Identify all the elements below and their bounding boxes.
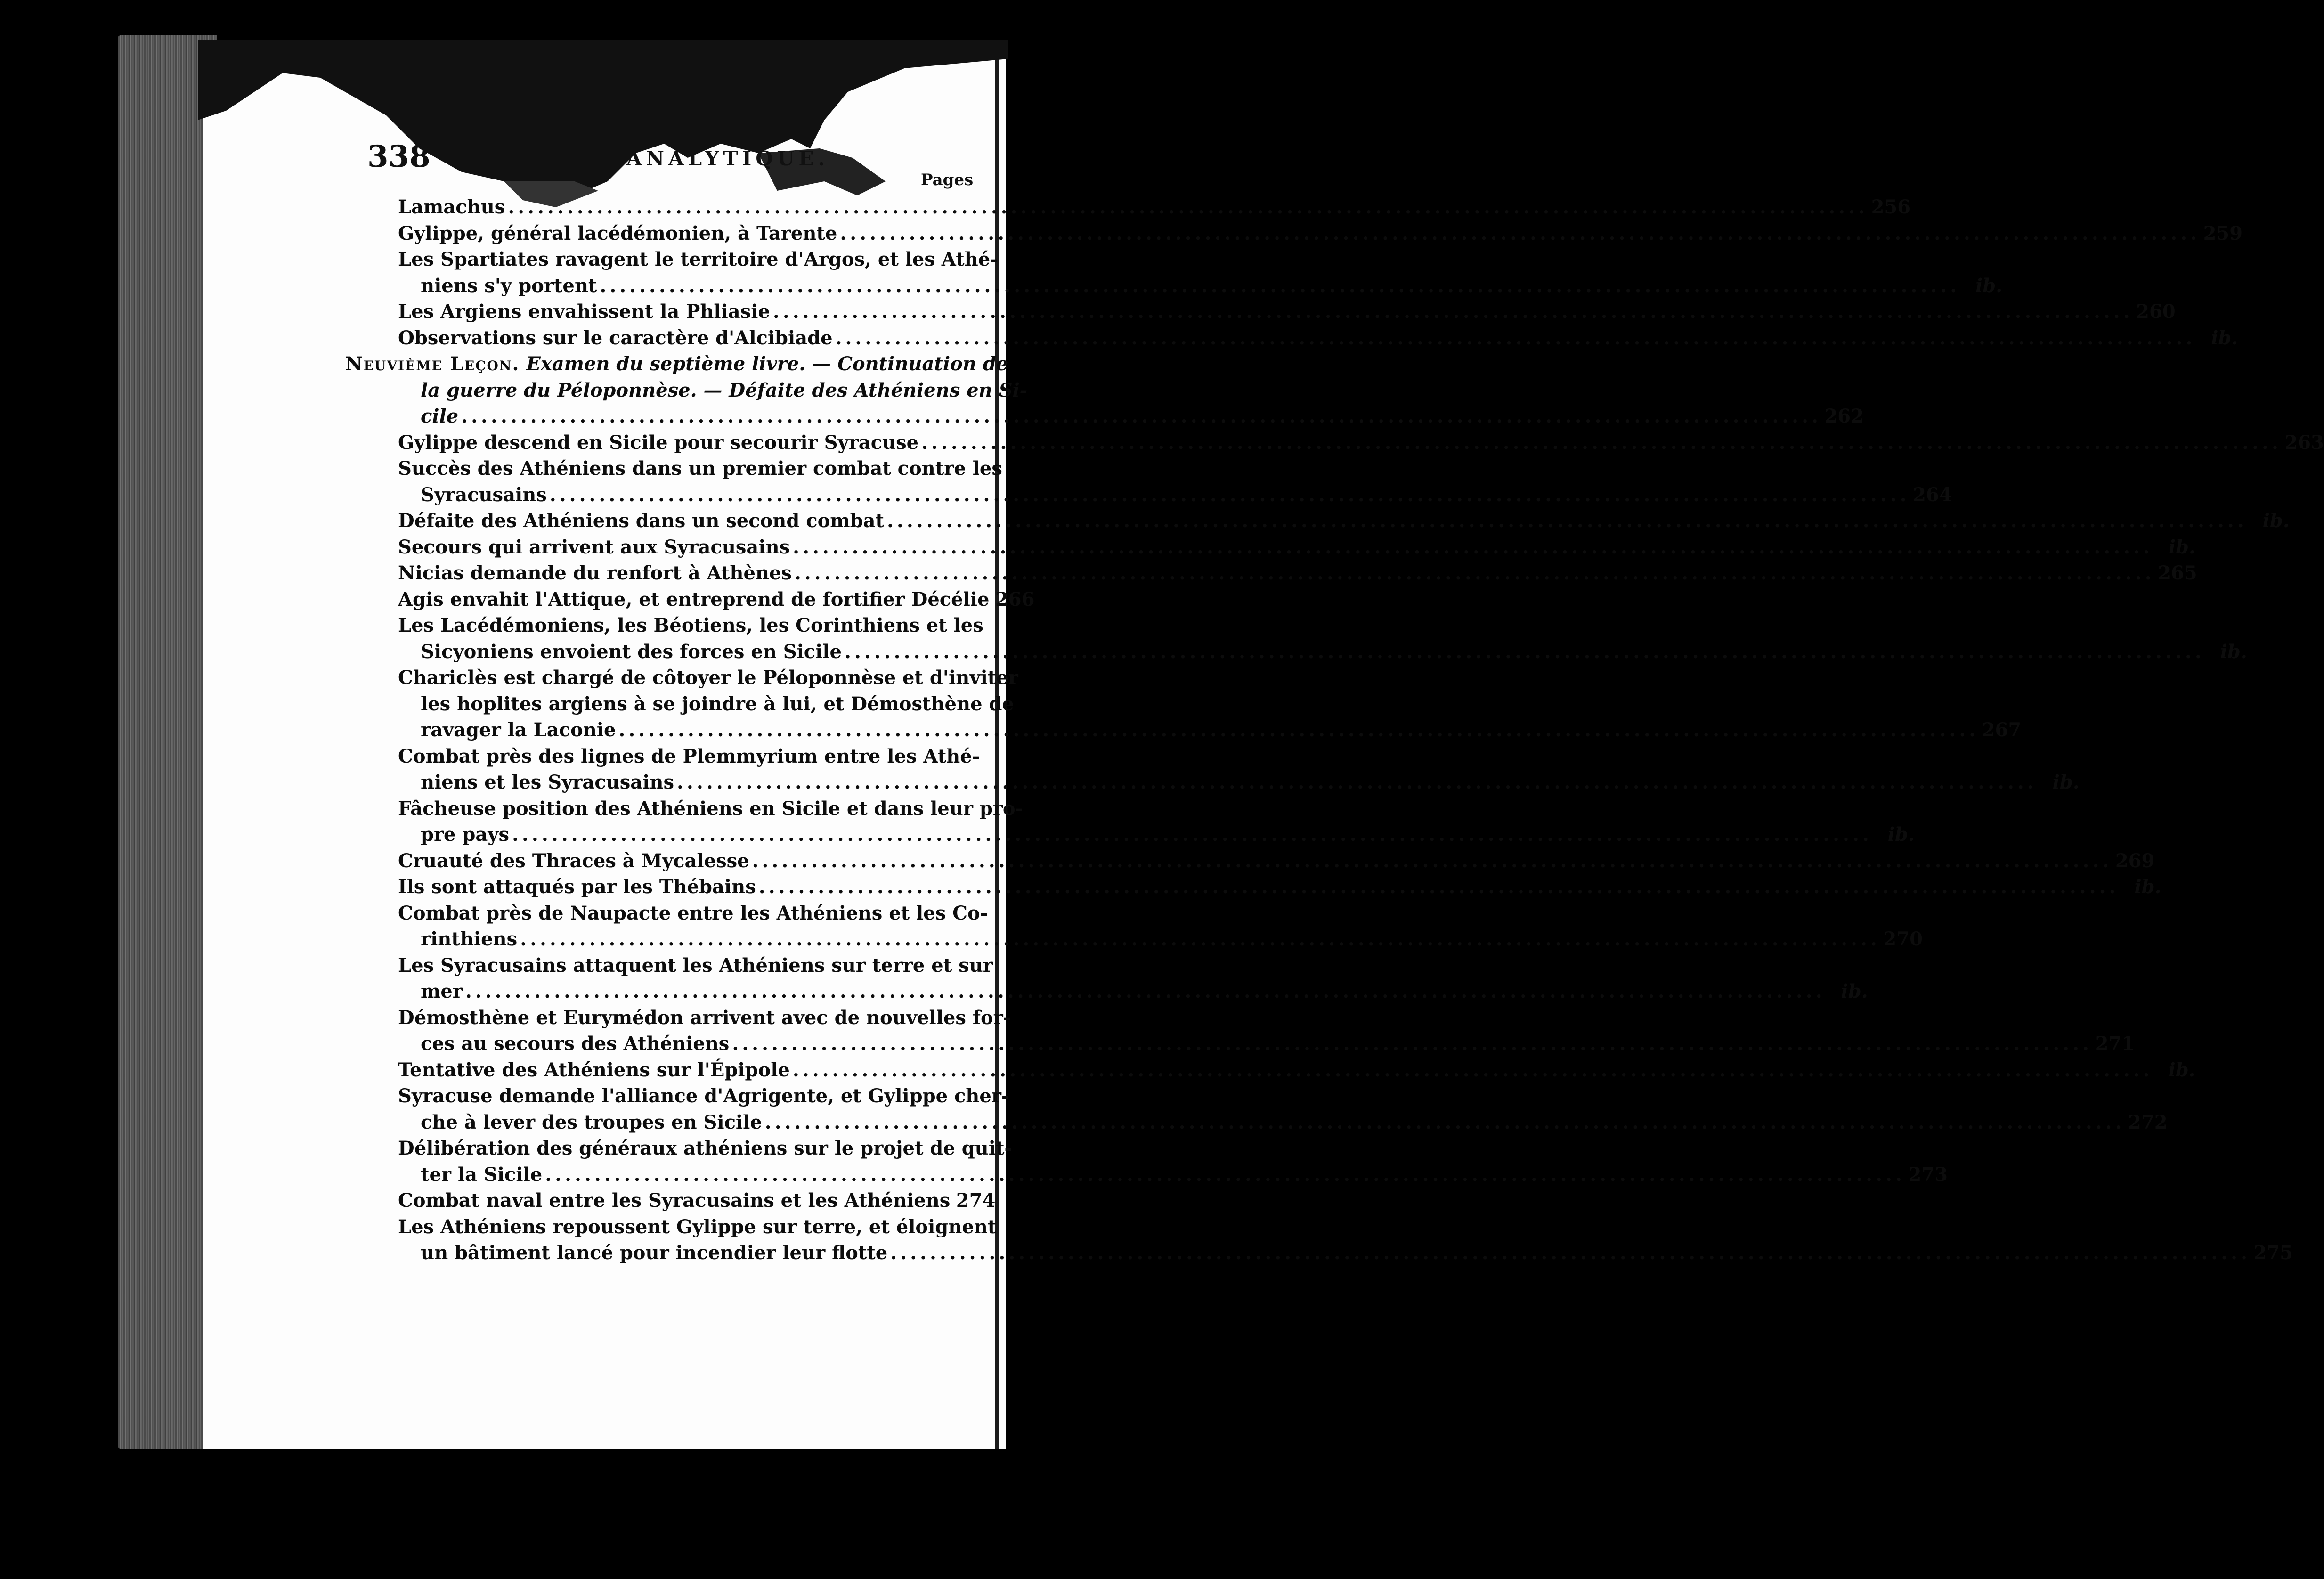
dot-leader [921, 430, 2282, 456]
toc-page-number: 269 [2115, 849, 2155, 872]
toc-entry-line [398, 1162, 1948, 1188]
toc-entry-text: Les Athéniens repoussent Gylippe sur terre, et éloignent [398, 1215, 997, 1238]
toc-entry-text: Démosthène et Eurymédon arrivent avec de nouvelles for- [398, 1006, 1011, 1029]
toc-entry-text: Fâcheuse position des Athéniens en Sicile et dans leur pro- [398, 797, 1024, 820]
toc-entry-line [398, 1031, 2135, 1057]
toc-entry-line [398, 220, 2243, 247]
dot-leader [793, 1057, 2153, 1083]
toc-entry-text: Observations sur le caractère d'Alcibiade [398, 326, 833, 349]
toc-entry-text: Agis envahit l'Attique, et entreprend de fortifier Décélie [398, 588, 990, 610]
toc-entry [398, 456, 1952, 508]
toc-page-number: ib. [1841, 980, 1868, 1002]
toc-entry-line [398, 403, 1864, 430]
book-page-edge [118, 35, 217, 1449]
toc-page-number: 263 [2284, 431, 2324, 454]
dot-leader [465, 978, 1826, 1005]
toc-entry-text: Cruauté des Thraces à Mycalesse [398, 849, 749, 872]
toc-entry-line [398, 482, 1952, 508]
toc-entry [398, 246, 2003, 299]
toc-entry-text: niens s'y portent [421, 274, 597, 297]
toc-page-number: 260 [2136, 301, 2176, 323]
toc-entry-line [398, 822, 1915, 848]
toc-entry-text: Succès des Athéniens dans un premier combat contre les [398, 457, 1002, 480]
toc-entry-text: mer [421, 980, 463, 1002]
toc-entry [398, 1057, 2195, 1083]
dot-leader [512, 822, 1872, 848]
toc-entry-line [398, 246, 998, 273]
toc-entry-line [398, 639, 2247, 665]
toc-entry-text: Secours qui arrivent aux Syracusains [398, 536, 790, 558]
toc-entry [398, 194, 1911, 220]
dot-leader [732, 1031, 2092, 1057]
toc-entry-line [398, 1057, 2195, 1083]
toc-entry-line [398, 377, 1028, 404]
dot-leader [520, 926, 1880, 952]
toc-entry-text: Les Syracusains attaquent les Athéniens sur terre et sur [398, 954, 993, 977]
toc-page-number: 259 [2203, 222, 2243, 244]
toc-entry-text: Combat naval entre les Syracusains et les Athéniens [398, 1189, 951, 1212]
dot-leader [793, 534, 2153, 561]
toc-entry-text: rinthiens [421, 928, 518, 950]
toc-entry [398, 325, 2238, 351]
toc-entry [398, 586, 1035, 613]
toc-entry-line [398, 194, 1911, 220]
toc-page-number: 264 [1913, 483, 1952, 506]
toc-entry-text: Les Spartiates ravagent le territoire d'Argos, et les Athé- [398, 248, 998, 270]
toc-entry-line [398, 848, 2155, 874]
toc-entry-line [398, 586, 1035, 613]
toc-entry [398, 952, 1868, 1005]
toc-entry-line [398, 900, 988, 927]
dot-leader [795, 560, 2155, 586]
pages-column-label: Pages [921, 171, 974, 189]
dot-leader [840, 220, 2200, 247]
toc-entry-text: Nicias demande du renfort à Athènes [398, 562, 792, 584]
toc-page-number: 271 [2095, 1033, 2135, 1055]
toc-entry-text: Gylippe, général lacédémonien, à Tarente [398, 222, 837, 244]
toc-page-number: 275 [2253, 1242, 2293, 1264]
toc-entry-text: niens et les Syracusains [421, 771, 674, 793]
dot-leader [836, 325, 2196, 351]
toc-page-number: 256 [1871, 196, 1911, 218]
toc-entry [398, 743, 2080, 796]
toc-entry-line [398, 717, 2022, 743]
toc-entry-text: Syracusains [421, 483, 547, 506]
dot-leader [845, 639, 2205, 665]
toc-page-number: 274 [956, 1189, 996, 1212]
toc-entry [398, 796, 1915, 848]
toc-entry [398, 1083, 2168, 1135]
toc-entry-text: la guerre du Péloponnèse. — Défaite des Athéniens en Si- [421, 379, 1028, 401]
toc-entry [398, 299, 2176, 325]
toc-entry-line [398, 1005, 1011, 1031]
toc-page-number: ib. [2262, 510, 2290, 532]
toc-page-number: 265 [2158, 562, 2197, 584]
dot-leader [890, 1240, 2251, 1266]
toc-page-number: ib. [2211, 326, 2238, 349]
toc-page-number: ib. [2134, 876, 2161, 898]
burn-damage [198, 40, 1008, 210]
toc-entry-text: pre pays [421, 823, 510, 846]
toc-entry [398, 1214, 2293, 1266]
toc-entry [398, 848, 2155, 874]
toc-section-heading [345, 351, 1864, 430]
dot-leader [600, 273, 1960, 299]
toc-entry-text: Syracuse demande l'alliance d'Agrigente, et Gylippe cher- [398, 1085, 1009, 1107]
toc-page-number: 272 [2128, 1111, 2168, 1133]
toc-entry-line [398, 508, 2290, 534]
toc-entry-text: Combat près des lignes de Plemmyrium entre les Athé- [398, 745, 980, 767]
toc-entry-line [398, 769, 2080, 796]
toc-page-number: 267 [1982, 719, 2022, 741]
dot-leader [765, 1109, 2125, 1136]
toc-entry-line [398, 665, 1018, 691]
dot-leader [759, 874, 2119, 900]
toc-entry-text: Les Argiens envahissent la Phliasie [398, 301, 770, 323]
toc-entry-text: Les Lacédémoniens, les Béotiens, les Corinthiens et les [398, 614, 983, 636]
toc-page-number: ib. [1887, 823, 1915, 846]
toc-page-number: 270 [1883, 928, 1923, 950]
section-title-line: Examen du septième livre. — Continuation de [526, 353, 1008, 375]
toc-entry-text: cile [421, 405, 459, 427]
dot-leader [618, 717, 1979, 743]
toc-entry-text: Chariclès est chargé de côtoyer le Péloponnèse et d'inviter [398, 667, 1018, 689]
toc-page-number: ib. [2052, 771, 2080, 793]
toc-entry [398, 1005, 2135, 1057]
toc-page-number: ib. [2168, 1058, 2195, 1081]
toc-entry-text: Défaite des Athéniens dans un second combat [398, 510, 884, 532]
toc-entry-text: Combat près de Naupacte entre les Athéniens et les Co- [398, 902, 988, 924]
dot-leader [677, 769, 2037, 796]
toc-entry-text: Tentative des Athéniens sur l'Épipole [398, 1058, 790, 1081]
toc-entry-text: Ils sont attaqués par les Thébains [398, 876, 756, 898]
toc-entry-line [398, 430, 2324, 456]
table-of-contents [345, 194, 2324, 1266]
toc-page-number: ib. [2220, 640, 2247, 663]
toc-entry-text: Lamachus [398, 196, 505, 218]
dot-leader [550, 482, 1910, 508]
toc-page-number: ib. [1975, 274, 2003, 297]
toc-entry-text: ravager la Laconie [421, 719, 616, 741]
toc-entry-text: Gylippe descend en Sicile pour secourir Syracuse [398, 431, 919, 454]
toc-entry [398, 612, 2247, 665]
toc-entry [398, 430, 2324, 456]
toc-entry [398, 220, 2243, 247]
toc-entry-line [398, 612, 983, 639]
toc-entry [398, 534, 2195, 561]
toc-entry-line [398, 325, 2238, 351]
toc-entry-line [398, 952, 993, 979]
toc-entry [398, 900, 1923, 952]
toc-entry-line [398, 874, 2161, 900]
toc-entry-text: ces au secours des Athéniens [421, 1033, 730, 1055]
running-title: ANALYTIQUE. [626, 147, 829, 170]
toc-entry-text: ter la Sicile [421, 1163, 543, 1186]
toc-page-number: 266 [995, 588, 1035, 610]
toc-entry-line [398, 1135, 1013, 1162]
dot-leader [508, 194, 1868, 220]
section-lead: Neuvième Leçon. [345, 353, 520, 375]
toc-entry-line [398, 978, 1868, 1005]
toc-entry [398, 1188, 996, 1214]
toc-entry [398, 1135, 1948, 1188]
toc-page-number: ib. [2168, 536, 2195, 558]
toc-entry-line [398, 926, 1923, 952]
toc-entry [398, 665, 2022, 743]
toc-entry-text: Sicyoniens envoient des forces en Sicile [421, 640, 842, 663]
toc-entry-line [398, 560, 2197, 586]
dot-leader [752, 848, 2113, 874]
page-number: 338 [367, 139, 431, 174]
dot-leader [887, 508, 2247, 534]
toc-page-number: 262 [1824, 405, 1864, 427]
toc-entry-line [398, 273, 2003, 299]
toc-entry-line [398, 299, 2176, 325]
toc-page-number: 273 [1908, 1163, 1948, 1186]
toc-entry-line [398, 1240, 2293, 1266]
toc-entry-line [398, 1188, 996, 1214]
toc-entry [398, 874, 2161, 900]
toc-entry-line [398, 743, 980, 770]
toc-entry-line [398, 534, 2195, 561]
toc-entry [398, 560, 2197, 586]
toc-entry-line [398, 1109, 2168, 1136]
toc-entry-text: les hoplites argiens à se joindre à lui, et Démosthène de [421, 692, 1014, 715]
dot-leader [545, 1162, 1905, 1188]
toc-entry-line [345, 351, 1008, 377]
dot-leader [773, 299, 2133, 325]
toc-entry-text: un bâtiment lancé pour incendier leur flotte [421, 1242, 888, 1264]
toc-entry-text: Délibération des généraux athéniens sur le projet de quit- [398, 1137, 1013, 1159]
toc-entry-line [398, 691, 1014, 717]
toc-entry-text: che à lever des troupes en Sicile [421, 1111, 762, 1133]
toc-entry-line [398, 1083, 1009, 1109]
toc-entry-line [398, 1214, 997, 1240]
toc-entry [398, 508, 2290, 534]
dot-leader [461, 403, 1821, 430]
toc-entry-line [398, 796, 1024, 822]
toc-entry-line [398, 456, 1002, 482]
